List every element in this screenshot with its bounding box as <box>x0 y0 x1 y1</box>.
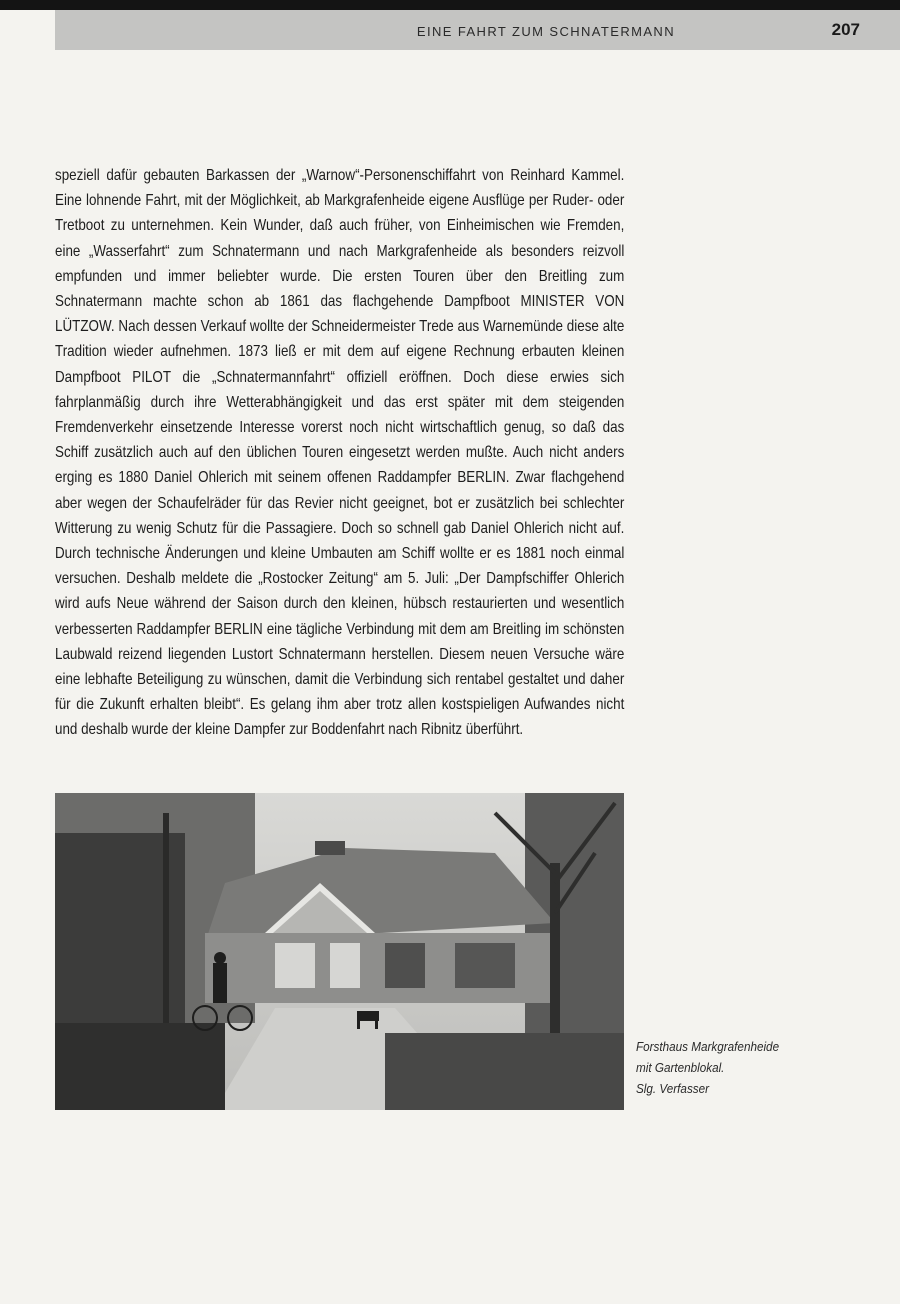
caption-line-3: Slg. Verfasser <box>636 1081 710 1096</box>
caption-line-1: Forsthaus Markgrafenheide <box>636 1039 780 1054</box>
page-number: 207 <box>831 20 860 39</box>
body-text <box>55 163 624 743</box>
photo-caption <box>636 1036 816 1099</box>
caption-line-2: mit Gartenblokal. <box>636 1060 725 1075</box>
photo-illustration <box>55 793 624 1110</box>
top-edge-bar <box>0 0 900 10</box>
running-header <box>55 10 900 50</box>
running-header-title: EINE FAHRT ZUM SCHNATERMANN <box>416 24 675 39</box>
body-paragraph: speziell dafür gebauten Barkassen der „Warnow“-Personenschiffahrt von Reinhard Kammel. Eine lohnende Fahrt, mit der Möglichkeit, ab Markgrafenheide eigene Ausflüge per Ruder- oder Tretboot zu unternehmen. Kein Wunder, daß auch früher, von Einheimischen wie Fremden, eine „Wasserfahrt“ zum Schnatermann und nach Markgrafenheide als besonders reizvoll empfunden und immer beliebter wurde. Die ersten Touren über den Breitling zum Schnatermann machte schon ab 1861 das flachgehende Dampfboot MINISTER VON LÜTZOW. Nach dessen Verkauf wollte der Schneidermeister Trede aus Warnemünde diese alte Tradition wieder aufnehmen. 1873 ließ er mit dem auf eigene Rechnung erbauten kleinen Dampfboot PILOT die „Schnatermannfahrt“ offiziell eröffnen. Doch diese erwies sich fahrplanmäßig durch ihre Wetterabhängigkeit und das erst später mit dem steigenden Fremdenverkehr einsetzende Interesse vorerst noch nicht wirtschaftlich genug, so daß das Schiff zusätzlich auch auf den üblichen Touren eingesetzt werden mußte. Auch nicht anders erging es 1880 Daniel Ohlerich mit seinem offenen Raddampfer BERLIN. Zwar flachgehend aber wegen der Schaufelräder für das Revier nicht geeignet, bot er zusätzlich bei schlechter Witterung zu wenig Schutz für die Passagiere. Doch so schnell gab Daniel Ohlerich nicht auf. Durch technische Änderungen und kleine Umbauten am Schiff wollte er es 1881 noch einmal versuchen. Deshalb meldete die „Rostocker Zeitung“ am 5. Juli: „Der Dampfschiffer Ohlerich wird aufs Neue während der Saison durch den kleinen, hübsch restaurierten und wesentlich verbesserten Raddampfer BERLIN eine tägliche Verbindung mit dem am Breitling im schönsten Laubwald reizend liegenden Lustort Schnatermann herstellen. Diesem neuen Versuche wäre eine lebhafte Beteiligung zu wünschen, damit die Verbindung sich rentabel gestaltet und daher für die Zukunft erhalten bleibt“. Es gelang ihm aber trotz allen kostspieligen Aufwandes nicht und deshalb wurde der kleine Dampfer zur Boddenfahrt nach Ribnitz überführt. <box>55 167 625 739</box>
historical-photo-forsthaus <box>55 793 624 1110</box>
